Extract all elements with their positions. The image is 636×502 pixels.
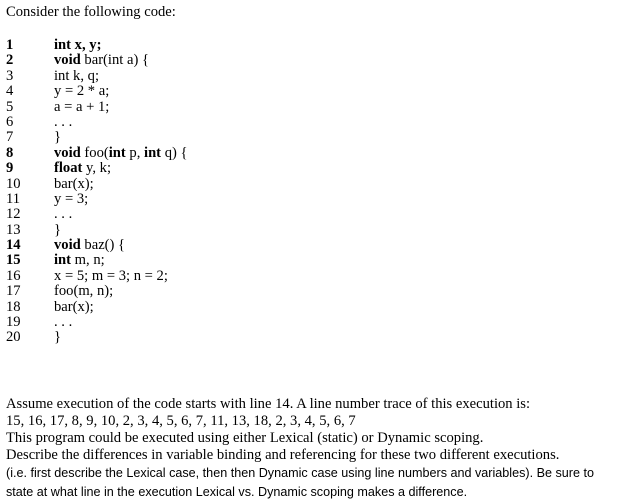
code-listing: [0, 38, 636, 346]
code-line: [0, 100, 636, 115]
code-text: [54, 253, 105, 268]
line-number: 9: [6, 160, 14, 177]
code-keyword: float: [54, 160, 83, 177]
line-number: 19: [6, 314, 21, 331]
code-text: [54, 177, 94, 192]
code-text: [54, 315, 72, 330]
code-line: [0, 207, 636, 222]
code-text: [54, 53, 149, 68]
question-clarification: (i.e. first describe the Lexical case, then then Dynamic case using line numbers and variables). Be sure to: [6, 466, 595, 480]
question-clarification-cont: state at what line in the execution Lexical vs. Dynamic scoping makes a difference.: [6, 484, 468, 499]
line-number: 1: [6, 37, 14, 53]
code-text: [54, 192, 88, 207]
line-number: 17: [6, 283, 21, 300]
code-text: [54, 115, 72, 130]
line-number: 15: [6, 252, 21, 269]
code-fragment: . . .: [54, 206, 73, 223]
code-line: [0, 146, 636, 161]
code-fragment: . . .: [54, 314, 73, 331]
code-fragment: bar(x);: [54, 298, 94, 315]
code-fragment: y = 2 * a;: [54, 83, 110, 100]
code-text: [54, 130, 61, 145]
code-line: [0, 84, 636, 99]
code-fragment: m, n;: [71, 252, 105, 269]
code-fragment: }: [54, 129, 62, 146]
code-keyword: void: [54, 144, 81, 161]
line-number: 12: [6, 206, 21, 223]
code-fragment: . . .: [54, 113, 73, 130]
code-fragment: }: [54, 329, 62, 346]
code-line: [0, 284, 636, 299]
code-line: [0, 69, 636, 84]
code-line: [0, 130, 636, 145]
code-fragment: foo(: [80, 144, 109, 161]
line-number: 4: [6, 83, 14, 100]
code-line: [0, 315, 636, 330]
line-number: 3: [6, 67, 14, 84]
line-number: 14: [6, 237, 21, 254]
line-number: 20: [6, 329, 21, 346]
code-fragment: foo(m, n);: [54, 283, 114, 300]
code-text: [54, 330, 61, 345]
code-keyword: x, y;: [71, 37, 102, 53]
line-number: 13: [6, 221, 21, 238]
line-number: 2: [6, 52, 14, 69]
code-line: [0, 38, 636, 53]
line-number-trace: 15, 16, 17, 8, 9, 10, 2, 3, 4, 5, 6, 7, 11, 13, 18, 2, 3, 4, 5, 6, 7: [6, 413, 356, 429]
line-number: 10: [6, 175, 21, 192]
code-keyword: void: [54, 237, 81, 254]
code-text: [54, 269, 168, 284]
code-fragment: a = a + 1;: [54, 98, 110, 115]
code-line: [0, 177, 636, 192]
code-fragment: q) {: [161, 144, 188, 161]
code-line: [0, 192, 636, 207]
code-line: [0, 115, 636, 130]
code-keyword: void: [54, 52, 81, 69]
code-line: [0, 161, 636, 176]
code-line: [0, 238, 636, 253]
code-fragment: y, k;: [82, 160, 112, 177]
line-number: 11: [6, 190, 21, 207]
code-fragment: }: [54, 221, 62, 238]
code-text: [54, 100, 109, 115]
code-fragment: bar(x);: [54, 175, 94, 192]
code-text: [54, 223, 61, 238]
code-text: [54, 300, 94, 315]
code-text: [54, 84, 109, 99]
code-line: [0, 53, 636, 68]
code-fragment: y = 3;: [54, 190, 89, 207]
code-text: [54, 38, 101, 53]
code-text: [54, 69, 99, 84]
intro-text: Consider the following code:: [6, 4, 176, 20]
question-text: [6, 396, 630, 501]
line-number: 6: [6, 113, 14, 130]
line-number: 7: [6, 129, 14, 146]
code-keyword: int: [144, 144, 162, 161]
line-number: 16: [6, 267, 21, 284]
code-keyword: int: [54, 37, 72, 53]
code-text: [54, 146, 188, 161]
code-keyword: int: [54, 252, 72, 269]
code-line: [0, 300, 636, 315]
code-fragment: int k, q;: [54, 67, 99, 84]
scoping-statement: This program could be executed using either Lexical (static) or Dynamic scoping.: [6, 430, 484, 446]
code-line: [0, 269, 636, 284]
line-number: 18: [6, 298, 21, 315]
line-number: 5: [6, 98, 14, 115]
code-text: [54, 207, 72, 222]
code-text: [54, 161, 111, 176]
code-text: [54, 284, 113, 299]
line-number: 8: [6, 144, 14, 161]
question-prompt: Describe the differences in variable binding and referencing for these two different executions.: [6, 447, 560, 463]
execution-assumption: Assume execution of the code starts with line 14. A line number trace of this execution is:: [6, 396, 531, 412]
code-text: [54, 238, 125, 253]
code-line: [0, 223, 636, 238]
code-fragment: x = 5; m = 3; n = 2;: [54, 267, 168, 284]
code-keyword: int: [108, 144, 126, 161]
code-fragment: baz() {: [80, 237, 126, 254]
code-fragment: bar(int a) {: [80, 52, 149, 69]
code-line: [0, 330, 636, 345]
code-fragment: p,: [125, 144, 145, 161]
code-line: [0, 253, 636, 268]
